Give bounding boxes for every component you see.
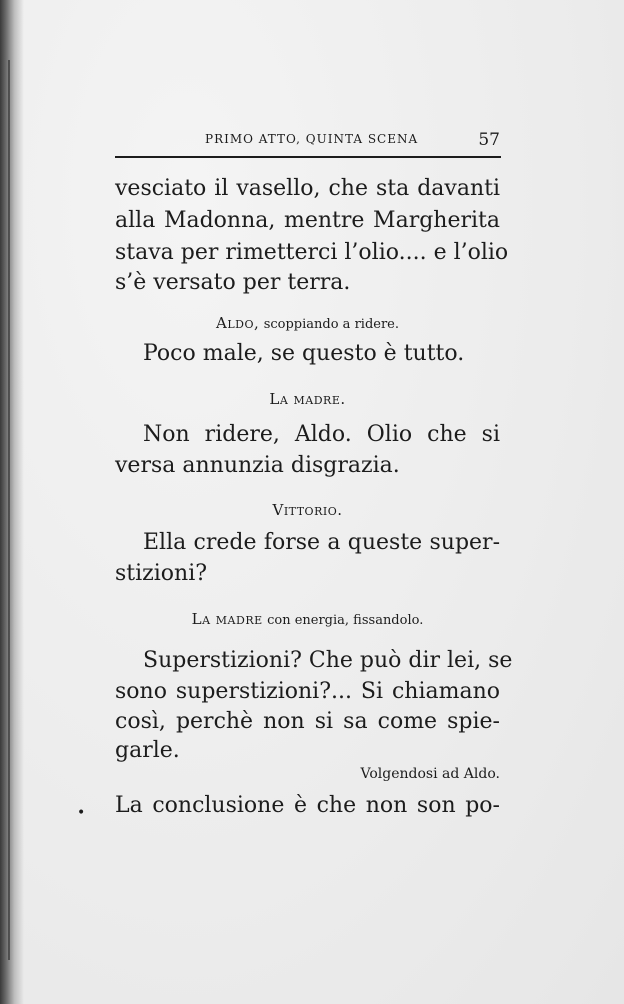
text-line-6: Non ridere, Aldo. Olio che si bbox=[143, 422, 500, 447]
speaker-madre-2 bbox=[115, 610, 500, 628]
text-line-1: vesciato il vasello, che sta davanti bbox=[115, 176, 500, 201]
text-line-10: Superstizioni? Che può dir lei, se bbox=[143, 648, 513, 673]
page-number: 57 bbox=[478, 130, 500, 150]
speaker-name-madre: La madre. bbox=[269, 390, 346, 408]
spine-shadow bbox=[0, 0, 24, 1004]
speaker-madre-1 bbox=[115, 390, 500, 408]
stage-direction-aldo: scoppiando a ridere. bbox=[263, 317, 399, 332]
running-title: PRIMO ATTO, QUINTA SCENA bbox=[205, 132, 419, 146]
text-line-12: così, perchè non si sa come spie- bbox=[115, 709, 500, 734]
header-rule bbox=[115, 156, 501, 158]
text-line-9: stizioni? bbox=[115, 561, 208, 586]
running-header bbox=[205, 130, 500, 152]
text-line-8: Ella crede forse a queste super- bbox=[143, 530, 500, 555]
speaker-vittorio bbox=[115, 501, 500, 519]
speaker-aldo bbox=[115, 314, 500, 332]
speaker-name-madre-2: La madre bbox=[191, 610, 263, 628]
speaker-name-vittorio: Vittorio. bbox=[272, 501, 343, 519]
text-line-7: versa annunzia disgrazia. bbox=[115, 453, 400, 478]
stage-direction-volgendosi: Volgendosi ad Aldo. bbox=[360, 766, 500, 782]
text-line-13: garle. bbox=[115, 738, 180, 763]
text-line-14: La conclusione è che non son po- bbox=[115, 793, 500, 818]
spine-edge bbox=[8, 60, 10, 960]
speaker-name-aldo: Aldo, bbox=[216, 314, 260, 332]
text-line-3: stava per rimetterci l’olio.... e l’olio bbox=[115, 240, 509, 265]
text-line-4: s’è versato per terra. bbox=[115, 270, 351, 295]
stage-direction-madre: con energia, fissandolo. bbox=[267, 613, 424, 628]
text-line-11: sono superstizioni?... Si chiamano bbox=[115, 679, 500, 704]
text-line-5: Poco male, se questo è tutto. bbox=[143, 341, 465, 366]
stray-mark: • bbox=[77, 805, 86, 821]
text-line-2: alla Madonna, mentre Margherita bbox=[115, 208, 500, 233]
